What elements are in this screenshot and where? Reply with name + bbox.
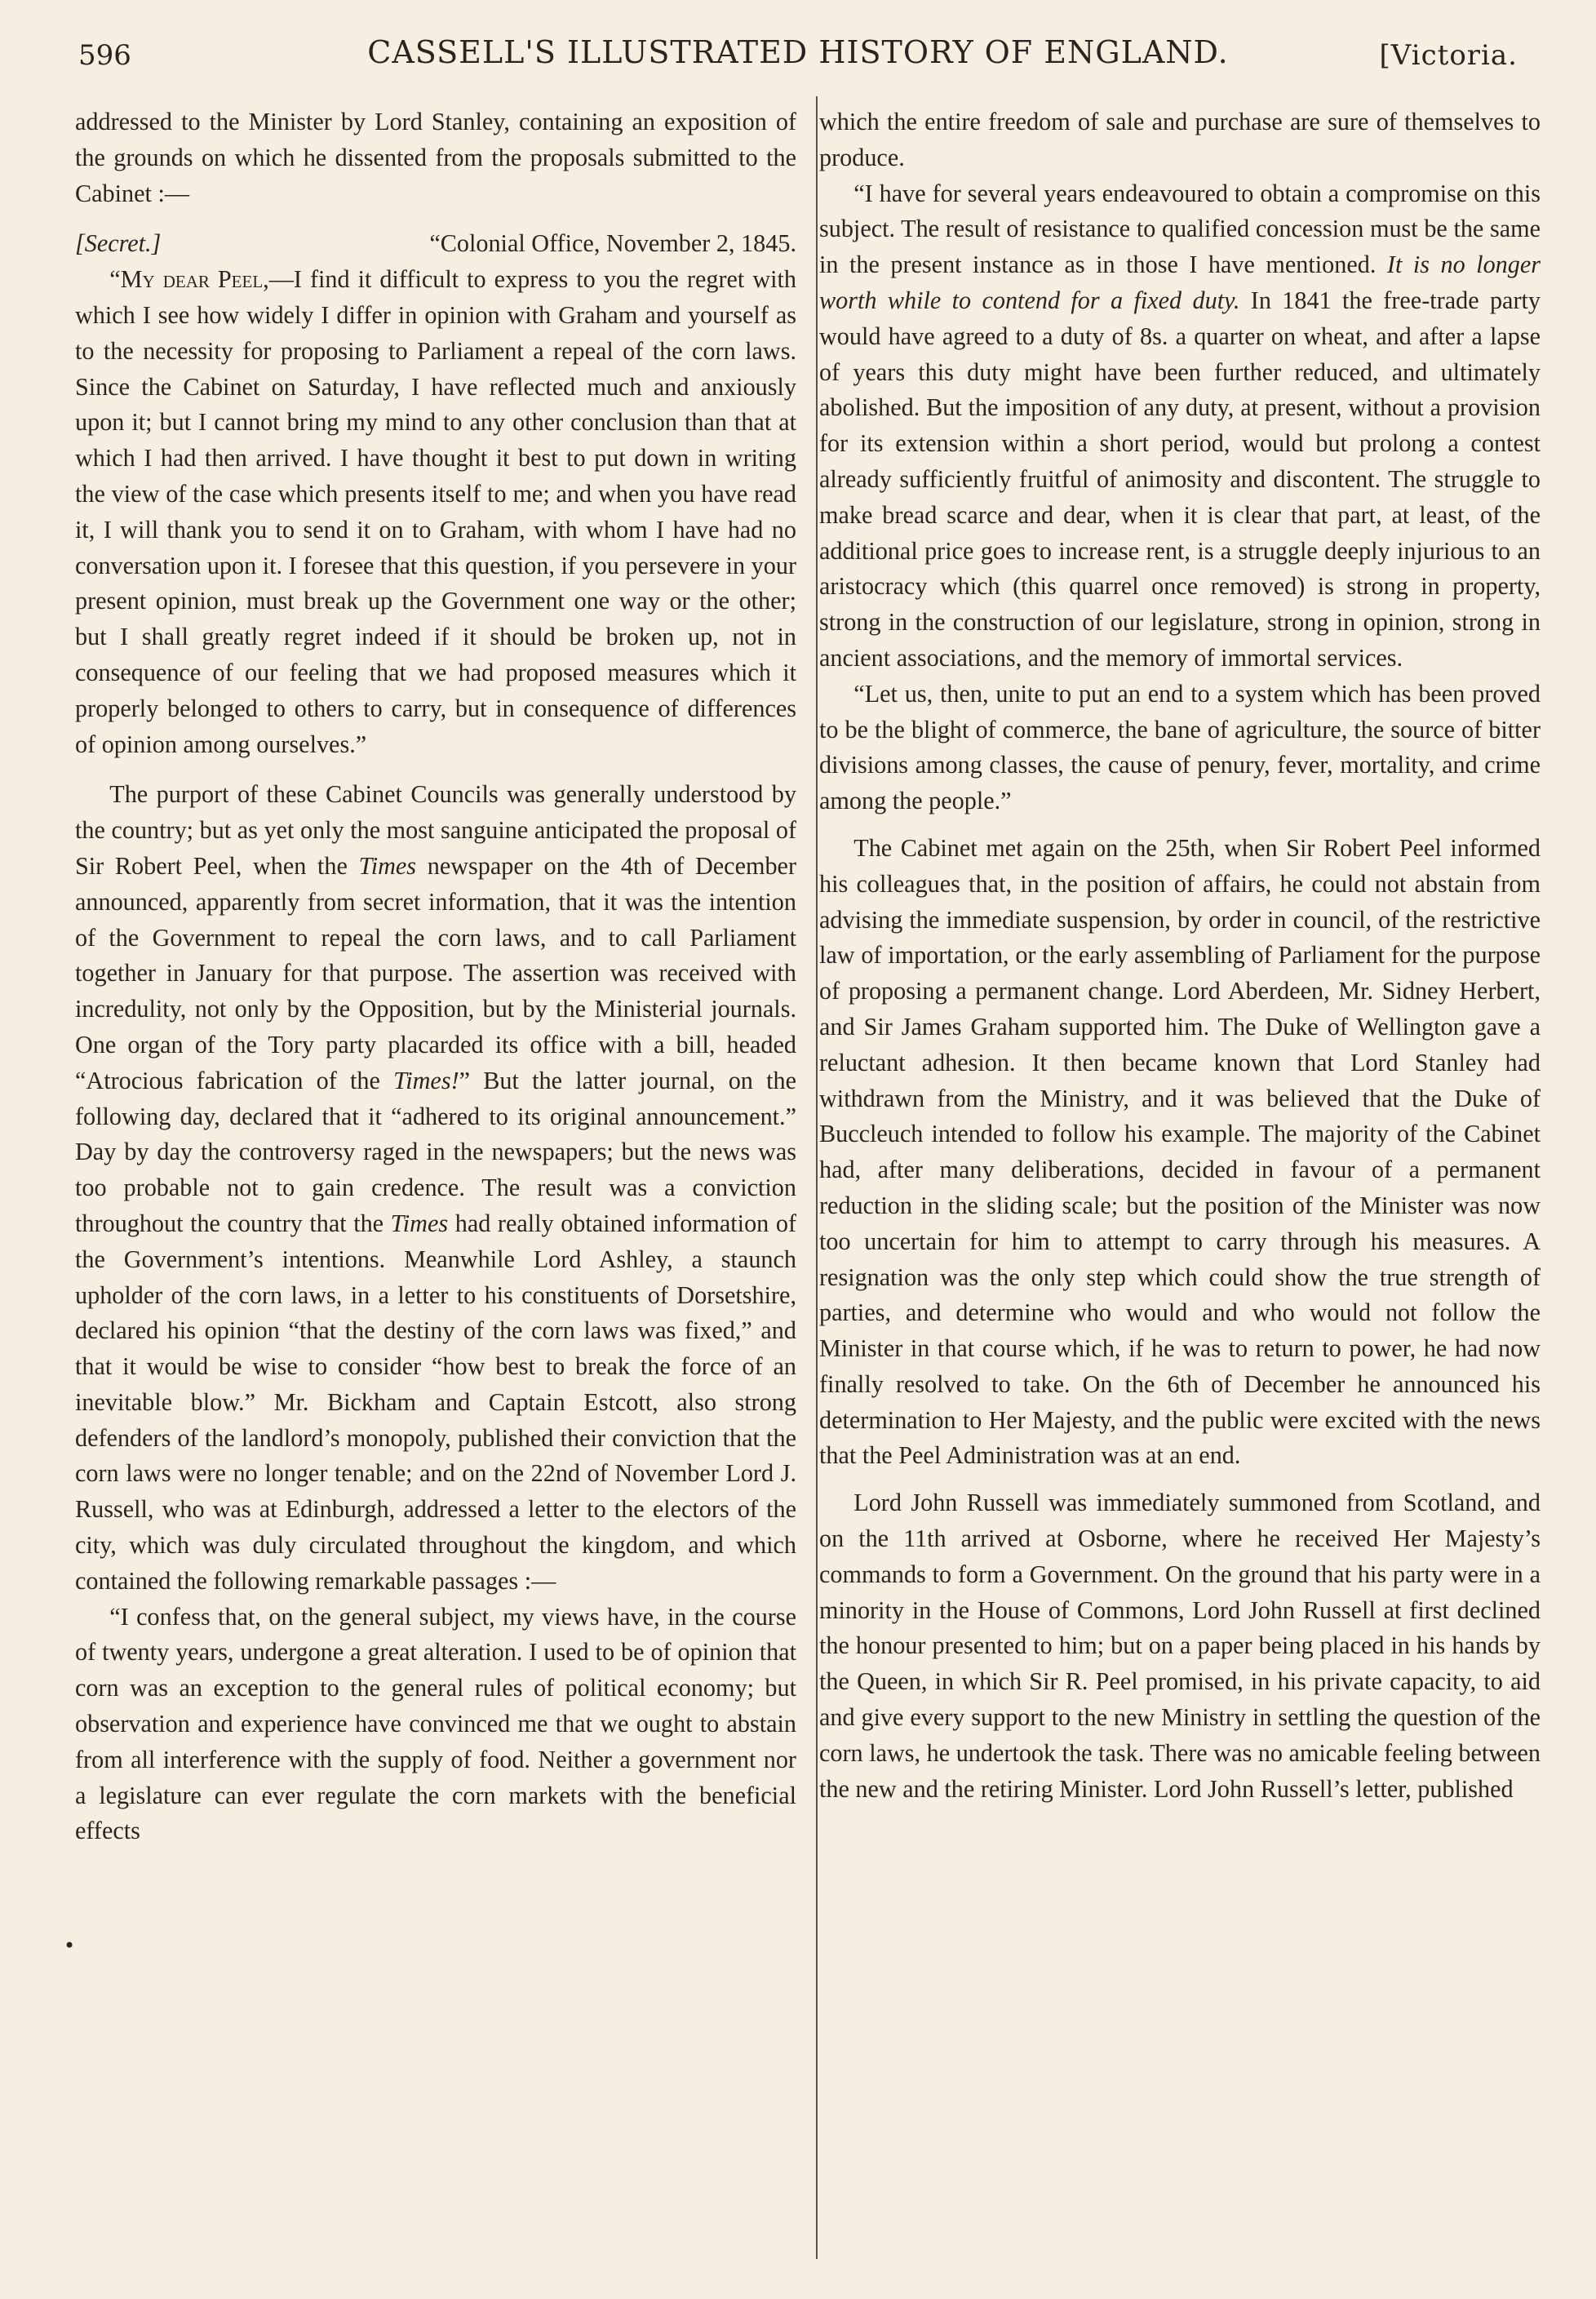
- secret-label: [Secret.]: [75, 229, 162, 258]
- text-run: had really obtained information of the Government’s intentions. Meanwhile Lord Ashley, a staunch upholder of the corn laws, in a letter to his constituents of Dorsetshire, declared his opinion “that the destiny of the corn laws was fixed,” and that it would be wise to consider “how best to break the force of an inevitable blow.” Mr. Bickham and Captain Estcott, also strong defenders of the landlord’s monopoly, published their conviction that the corn laws were no longer tenable; and on the 22nd of November Lord J. Russell, who was at Edinburgh, addressed a letter to the electors of the city, which was duly circulated throughout the kingdom, and which contained the following remarkable passages :—: [75, 1209, 796, 1595]
- letter-heading-line: [75, 226, 796, 262]
- italic-phrase: It is no longer worth while to contend for a fixed duty.: [819, 251, 1541, 314]
- page-number: 596: [78, 39, 131, 72]
- right-quote-2: “Let us, then, unite to put an end to a system which has been proved to be the blight of commerce, the bane of agriculture, the source of bitter divisions among classes, the cause of penury, fever, mortality, and crime among the people.”: [819, 679, 1541, 815]
- left-paragraph-3: [75, 777, 796, 1599]
- letter-body: [75, 262, 796, 762]
- letter-heading: “Colonial Office, November 2, 1845.: [429, 229, 796, 258]
- left-column: [75, 104, 796, 1849]
- times-italic: Times: [358, 851, 417, 880]
- text-run: ” But the latter journal, on the following day, declared that it “adhered to its original announcement.” Day by day the controversy raged in the newspapers; but the news was too probable not to gain credence. The result was a conviction throughout the country that the: [75, 1066, 796, 1237]
- margin-dot: •: [64, 1934, 76, 1957]
- salutation: “My dear Peel,: [109, 265, 269, 294]
- left-paragraph-1: addressed to the Minister by Lord Stanley, containing an exposition of the grounds on which he dissented from the proposals submitted to the Cabinet :—: [75, 108, 796, 207]
- text-run: “I have for several years endeavoured to obtain a compromise on this subject. The result of resistance to qualified concession must be the same in the present instance as in those I have mentioned.: [819, 179, 1541, 279]
- left-quote: “I confess that, on the general subject, my views have, in the course of twenty years, undergone a great alteration. I used to be of opinion that corn was an exception to the general rules of political economy; but observation and experience have convinced me that we ought to abstain from all interference with the supply of food. Neither a government nor a legislature can ever regulate the corn markets with the beneficial effects: [75, 1602, 796, 1845]
- column-divider: [816, 96, 818, 2259]
- running-header: [78, 34, 1518, 80]
- right-column: [819, 104, 1541, 1807]
- text-run: In 1841 the free-trade party would have agreed to a duty of 8s. a quarter on wheat, and after a lapse of years this duty might have been further reduced, and ultimately abolished. But the imposition of any duty, at present, without a provision for its extension within a short period, would but prolong a contest already sufficiently fruitful of animosity and discontent. The struggle to make bread scarce and dear, when it is clear that part, at least, of the additional price goes to increase rent, is a struggle deeply injurious to an aristocracy which (this quarrel once removed) is strong in property, strong in the construction of our legislature, strong in opinion, strong in ancient associations, and the memory of immortal services.: [819, 286, 1541, 672]
- text-run: The purport of these Cabinet Councils was generally understood by the country; but as yet only the most sanguine anticipated the proposal of Sir Robert Peel, when the: [75, 780, 796, 880]
- right-quote-1: [819, 176, 1541, 677]
- letter-text: —I find it difficult to express to you the regret with which I see how widely I differ in opinion with Graham and yourself as to the necessity for proposing to Parliament a repeal of the corn laws. Since the Cabinet on Saturday, I have reflected much and anxiously upon it; but I cannot bring my mind to any other conclusion than that at which I had then arrived. I have thought it best to put down in writing the view of the case which presents itself to me; and when you have read it, I will thank you to send it on to Graham, with whom I have had no conversation upon it. I foresee that this question, if you persevere in your present opinion, must break up the Government one way or the other; but I shall greatly regret indeed if it should be broken up, not in consequence of our feeling that we had proposed measures which it properly belonged to others to carry, but in consequence of differences of opinion among ourselves.”: [75, 265, 797, 758]
- times-italic: Times: [390, 1209, 449, 1237]
- right-paragraph-5: Lord John Russell was immediately summoned from Scotland, and on the 11th arrived at Osborne, where he received Her Majesty’s commands to form a Government. On the ground that his party were in a minority in the House of Commons, Lord John Russell at first declined the honour presented to him; but on a paper being placed in his hands by the Queen, in which Sir R. Peel promised, in his private capacity, to aid and give every support to the new Ministry in settling the question of the corn laws, he undertook the task. There was no amicable feeling between the new and the retiring Minister. Lord John Russell’s letter, published: [819, 1489, 1541, 1803]
- right-paragraph-1: which the entire freedom of sale and purchase are sure of themselves to produce.: [819, 108, 1541, 171]
- reign-label: [Victoria.: [1379, 39, 1518, 72]
- right-paragraph-4: The Cabinet met again on the 25th, when Sir Robert Peel informed his colleagues that, in the position of affairs, he could not abstain from advising the immediate suspension, by order in council, of the restrictive law of importation, or the early assembling of Parliament for the purpose of proposing a permanent change. Lord Aberdeen, Mr. Sidney Herbert, and Sir James Graham supported him. The Duke of Wellington gave a reluctant adhesion. It then became known that Lord Stanley had withdrawn from the Ministry, and it was believed that the Duke of Buccleuch intended to follow his example. The majority of the Cabinet had, after many deliberations, decided in favour of a permanent reduction in the sliding scale; but the position of the Minister was now too uncertain for him to attempt to carry through his measures. A resignation was the only step which could show the true strength of parties, and determine who would and who would not follow the Minister in that course which, if he was to return to power, he had now finally resolved to take. On the 6th of December he announced his determination to Her Majesty, and the public were excited with the news that the Peel Administration was at an end.: [819, 833, 1541, 1470]
- running-title: CASSELL'S ILLUSTRATED HISTORY OF ENGLAND.: [367, 34, 1229, 70]
- times-italic: Times!: [393, 1066, 459, 1094]
- text-run: newspaper on the 4th of December announced, apparently from secret information, that it was the intention of the Government to repeal the corn laws, and to call Parliament together in January for that purpose. The assertion was received with incredulity, not only by the Opposition, but by the Ministerial journals. One organ of the Tory party placarded its office with a bill, headed “Atrocious fabrication of the: [75, 851, 797, 1094]
